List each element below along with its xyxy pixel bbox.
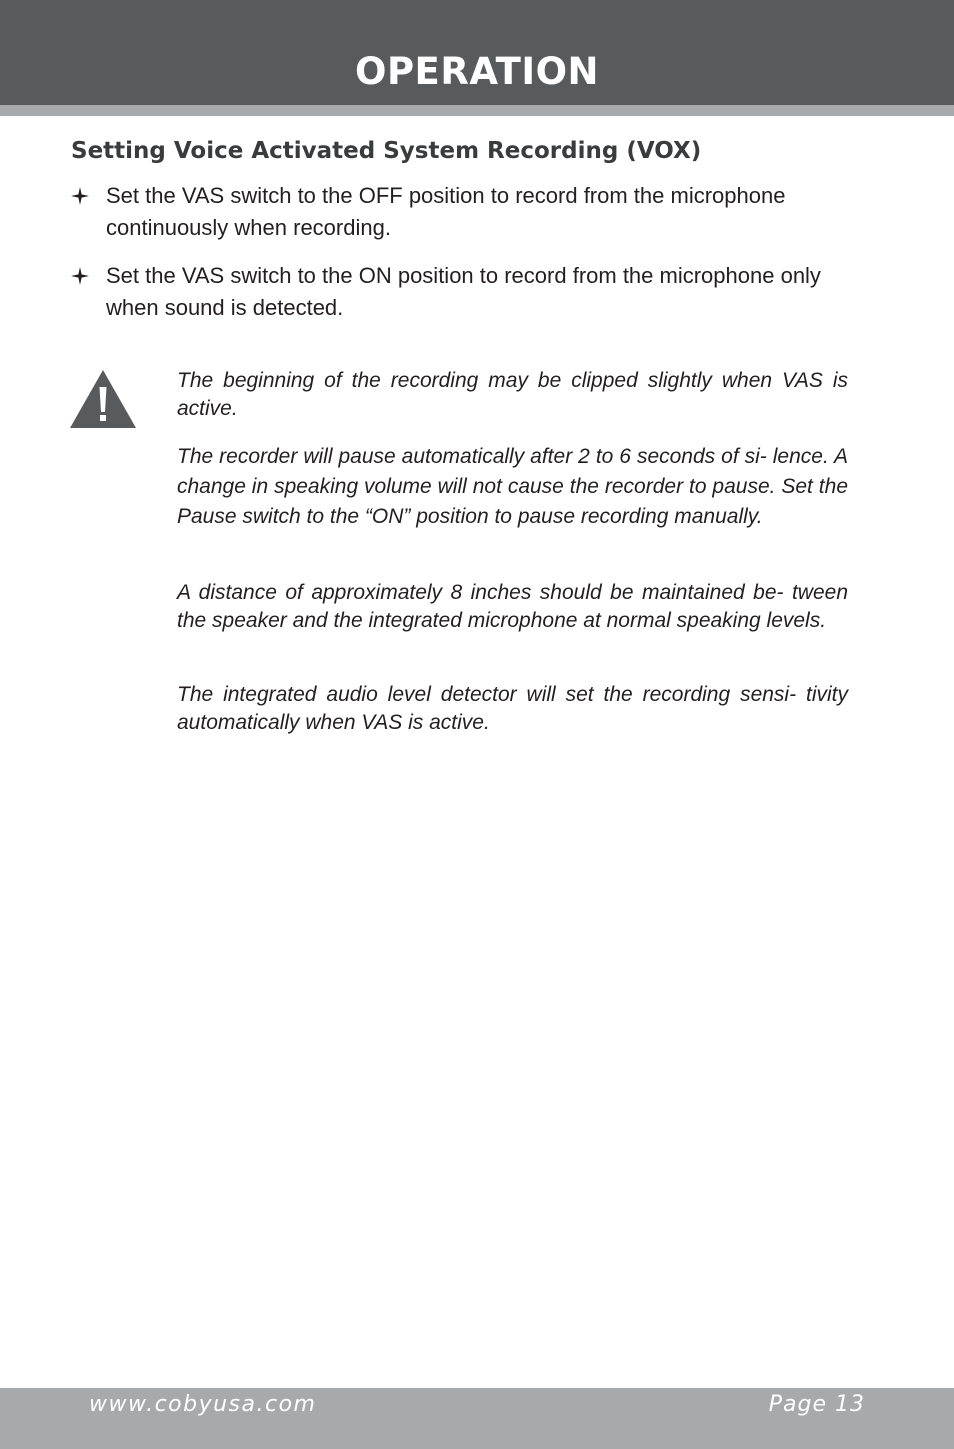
four-point-star-icon	[71, 267, 89, 285]
warning-triangle-icon	[70, 370, 136, 428]
warning-note: The beginning of the recording may be clipped slightly when VAS is active.	[177, 369, 848, 420]
four-point-star-icon	[71, 187, 89, 205]
bullet-text: Set the VAS switch to the ON position to record from the microphone only when sound is detected.	[106, 263, 821, 320]
footer-url: www.cobyusa.com	[89, 1392, 317, 1417]
header-stripe	[0, 105, 954, 116]
page-number: Page 13	[768, 1392, 865, 1417]
warning-note: The integrated audio level detector will set the recording sensi- tivity automatically when VAS is active.	[177, 683, 848, 734]
page-title: OPERATION	[354, 50, 600, 93]
section-heading: Setting Voice Activated System Recording (VOX)	[71, 138, 702, 164]
warning-note: A distance of approximately 8 inches should be maintained be- tween the speaker and the integrated microphone at normal speaking levels.	[177, 581, 848, 632]
warning-note: The recorder will pause automatically after 2 to 6 seconds of si- lence. A change in speaking volume will not cause the recorder to pause. Set the Pause switch to the “ON” position to pause recording manually.	[177, 445, 848, 528]
bullet-text: Set the VAS switch to the OFF position to record from the microphone continuously when recording.	[106, 183, 786, 240]
